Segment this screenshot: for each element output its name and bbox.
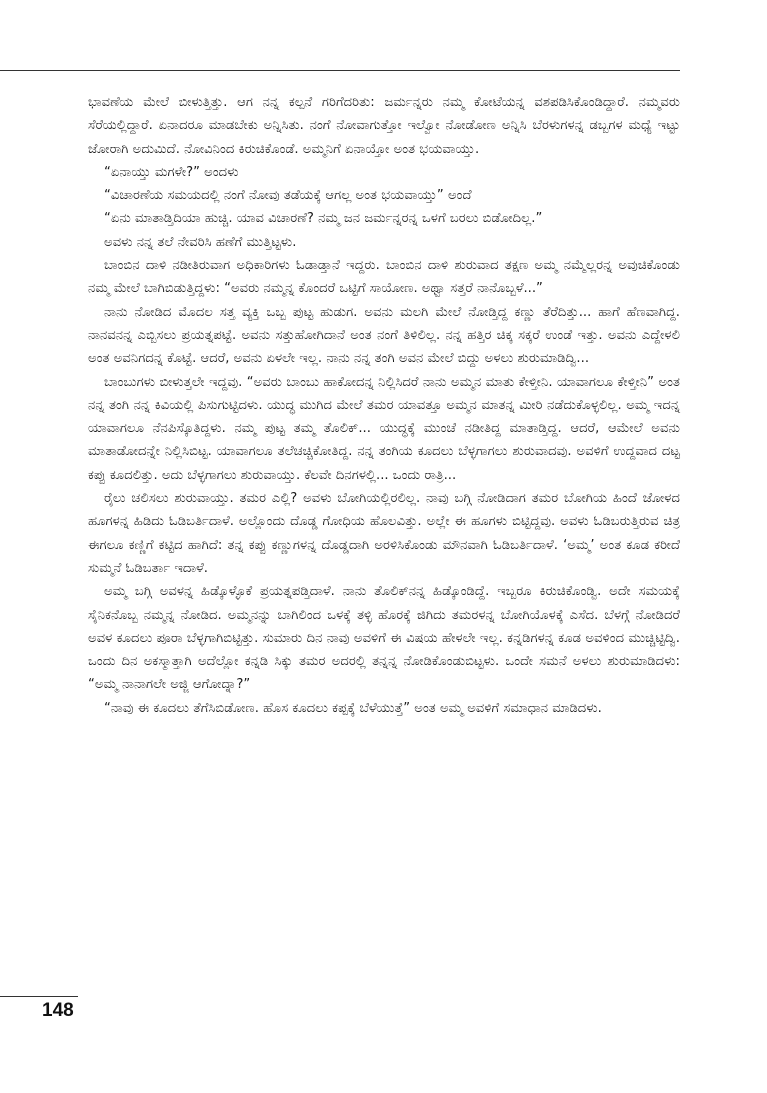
paragraph-3: “ವಿಚಾರಣೆಯ ಸಮಯದಲ್ಲಿ ನಂಗೆ ನೋವು ತಡೆಯಕ್ಕೆ ಆಗಲ್ಲ ಅಂತ ಭಯವಾಯ್ತು” ಅಂದೆ xyxy=(104,188,472,204)
paragraph-5: ಅವಳು ನನ್ನ ತಲೆ ನೇವರಿಸಿ ಹಣೆಗೆ ಮುತ್ತಿಟ್ಟಳು. xyxy=(104,234,297,250)
paragraph-4: “ಏನು ಮಾತಾಡ್ತಿದಿಯಾ ಹುಚ್ಚಿ. ಯಾವ ವಿಚಾರಣೆ? ನಮ್ಮ ಜನ ಜರ್ಮನ್ನರನ್ನ ಒಳಗೆ ಬರಲು ಬಿಡೋದಿಲ್ಲ.” xyxy=(104,211,543,227)
paragraph-2: “ಏನಾಯ್ತು ಮಗಳೇ?” ಅಂದಳು xyxy=(104,164,239,180)
page-number: 148 xyxy=(42,1000,74,1021)
paragraph-6: ಬಾಂಬಿನ ದಾಳಿ ನಡೀತಿರುವಾಗ ಅಧಿಕಾರಿಗಳು ಓಡಾಡ್ತಾನೆ ಇದ್ದರು. ಬಾಂಬಿನ ದಾಳಿ ಶುರುವಾದ ತಕ್ಷಣ ಅಮ್ಮ ನಮ್ಮೆಲ್ಲರನ್ನ ಅವುಚಿಕೊಂಡು ನಮ್ಮ ಮೇಲೆ ಬಾಗಿಬಿಡುತ್ತಿದ್ದಳು: “ಅವರು ನಮ್ಮನ್ನ ಕೊಂದರೆ ಒಟ್ಟಿಗೆ ಸಾಯೋಣ. ಅಥ್ವಾ ಸತ್ತರೆ ನಾನೊಬ್ಬಳೆ...” xyxy=(88,258,680,297)
paragraph-7: ನಾನು ನೋಡಿದ ಮೊದಲ ಸತ್ತ ವ್ಯಕ್ತಿ ಒಬ್ಬ ಪುಟ್ಟ ಹುಡುಗ. ಅವನು ಮಲಗಿ ಮೇಲೆ ನೋಡ್ತಿದ್ದ ಕಣ್ಣು ತೆರೆದಿತ್ತು... ಹಾಗೆ ಹೆಣವಾಗಿದ್ದ. ನಾನವನನ್ನ ಎಬ್ಬಿಸಲು ಪ್ರಯತ್ನಪಟ್ಟೆ. ಅವನು ಸತ್ತುಹೋಗಿದಾನೆ ಅಂತ ನಂಗೆ ತಿಳಿಲಿಲ್ಲ. ನನ್ನ ಹತ್ತಿರ ಚಿಕ್ಕ ಸಕ್ಕರೆ ಉಂಡೆ ಇತ್ತು. ಅವನು ಎದ್ದೇಳಲಿ ಅಂತ ಅವನಿಗದನ್ನ ಕೊಟ್ಟೆ. ಆದರೆ, ಅವನು ಏಳಲೇ ಇಲ್ಲ. ನಾನು ನನ್ನ ತಂಗಿ ಅವನ ಮೇಲೆ ಬಿದ್ದು ಅಳಲು ಶುರುಮಾಡಿದ್ವಿ... xyxy=(88,304,680,367)
top-rule xyxy=(0,70,680,71)
paragraph-11: “ನಾವು ಈ ಕೂದಲು ತೆಗೆಸಿಬಿಡೋಣ. ಹೊಸ ಕೂದಲು ಕಪ್ಪಕ್ಕೆ ಬೆಳೆಯುತ್ತೆ” ಅಂತ ಅಮ್ಮ ಅವಳಿಗೆ ಸಮಾಧಾನ ಮಾಡಿದಳು. xyxy=(104,700,602,716)
paragraph-8: ಬಾಂಬುಗಳು ಬೀಳುತ್ತಲೇ ಇದ್ದವು. “ಅವರು ಬಾಂಬು ಹಾಕೋದನ್ನ ನಿಲ್ಲಿಸಿದರೆ ನಾನು ಅಮ್ಮನ ಮಾತು ಕೇಳ್ತೀನಿ. ಯಾವಾಗಲೂ ಕೇಳ್ತೀನಿ” ಅಂತ ನನ್ನ ತಂಗಿ ನನ್ನ ಕಿವಿಯಲ್ಲಿ ಪಿಸುಗುಟ್ಟಿದಳು. ಯುದ್ಧ ಮುಗಿದ ಮೇಲೆ ತಮರ ಯಾವತ್ತೂ ಅಮ್ಮನ ಮಾತನ್ನ ಮೀರಿ ನಡೆದುಕೊಳ್ಳಲಿಲ್ಲ. ಅಮ್ಮ ಇದನ್ನ ಯಾವಾಗಲೂ ನೆನಪಿಸ್ಕೊತಿದ್ದಳು. ನಮ್ಮ ಪುಟ್ಟ ತಮ್ಮ ತೊಲಿಕ್... ಯುದ್ಧಕ್ಕೆ ಮುಂಚೆ ನಡೀತಿದ್ದ ಮಾತಾಡ್ತಿದ್ದ. ಆದರೆ, ಆಮೇಲೆ ಅವನು ಮಾತಾಡೋದನ್ನೇ ನಿಲ್ಲಿಸಿಬಿಟ್ಟ. ಯಾವಾಗಲೂ ತಲೆಚಚ್ಚಿಕೋತಿದ್ದ. ನನ್ನ ತಂಗಿಯ ಕೂದಲು ಬೆಳ್ಳಗಾಗಲು ಶುರುವಾದವು. ಅವಳಿಗೆ ಉದ್ದವಾದ ದಟ್ಟ ಕಪ್ಪು ಕೂದಲಿತ್ತು. ಅದು ಬೆಳ್ಳಗಾಗಲು ಶುರುವಾಯ್ತು. ಕೆಲವೇ ದಿನಗಳಲ್ಲಿ... ಒಂದು ರಾತ್ರಿ... xyxy=(88,374,680,483)
page-body-text xyxy=(88,91,680,720)
footer-rule xyxy=(0,996,78,997)
paragraph-9: ರೈಲು ಚಲಿಸಲು ಶುರುವಾಯ್ತು. ತಮರ ಎಲ್ಲಿ? ಅವಳು ಬೋಗಿಯಲ್ಲಿರಲಿಲ್ಲ. ನಾವು ಬಗ್ಗಿ ನೋಡಿದಾಗ ತಮರ ಬೋಗಿಯ ಹಿಂದೆ ಜೋಳದ ಹೂಗಳನ್ನ ಹಿಡಿದು ಓಡಿಬರ್ತಿದಾಳೆ. ಅಲ್ಲೊಂದು ದೊಡ್ಡ ಗೋಧಿಯ ಹೊಲವಿತ್ತು. ಅಲ್ಲೇ ಈ ಹೂಗಳು ಬಿಟ್ಟಿದ್ದವು. ಅವಳು ಓಡಿಬರುತ್ತಿರುವ ಚಿತ್ರ ಈಗಲೂ ಕಣ್ಣಿಗೆ ಕಟ್ಟಿದ ಹಾಗಿದೆ: ತನ್ನ ಕಪ್ಪು ಕಣ್ಣುಗಳನ್ನ ದೊಡ್ಡದಾಗಿ ಅರಳಿಸಿಕೊಂಡು ಮೌನವಾಗಿ ಓಡಿಬರ್ತಿದಾಳೆ. ‘ಅಮ್ಮ’ ಅಂತ ಕೂಡ ಕರೀದೆ ಸುಮ್ಮನೆ ಓಡಿಬರ್ತಾ ಇದಾಳೆ. xyxy=(88,491,680,576)
paragraph-10: ಅಮ್ಮ ಬಗ್ಗಿ ಅವಳನ್ನ ಹಿಡ್ಕೊಳ್ಳೊಕೆ ಪ್ರಯತ್ನಪಡ್ತಿದಾಳೆ. ನಾನು ತೊಲಿಕ್‌ನನ್ನ ಹಿಡ್ಕೊಂಡಿದ್ದೆ. ಇಬ್ಬರೂ ಕಿರುಚಿಕೊಂಡ್ವಿ. ಅದೇ ಸಮಯಕ್ಕೆ ಸೈನಿಕನೊಬ್ಬ ನಮ್ಮನ್ನ ನೋಡಿದ. ಅಮ್ಮನನ್ನು ಬಾಗಿಲಿಂದ ಒಳಕ್ಕೆ ತಳ್ಳಿ ಹೊರಕ್ಕೆ ಜಿಗಿದು ತಮರಳನ್ನ ಬೋಗಿಯೊಳಕ್ಕೆ ಎಸೆದ. ಬೆಳಗ್ಗೆ ನೋಡಿದರೆ ಅವಳ ಕೂದಲು ಪೂರಾ ಬೆಳ್ಳಗಾಗಿಬಿಟ್ಟಿತ್ತು. ಸುಮಾರು ದಿನ ನಾವು ಅವಳಿಗೆ ಈ ವಿಷಯ ಹೇಳಲೇ ಇಲ್ಲ. ಕನ್ನಡಿಗಳನ್ನ ಕೂಡ ಅವಳಿಂದ ಮುಚ್ಚಿಟ್ಟಿದ್ವಿ. ಒಂದು ದಿನ ಅಕಸ್ಮಾತ್ತಾಗಿ ಅದೆಲ್ಲೋ ಕನ್ನಡಿ ಸಿಕ್ಕು ತಮರ ಅದರಲ್ಲಿ ತನ್ನನ್ನ ನೋಡಿಕೊಂಡುಬಿಟ್ಟಳು. ಒಂದೇ ಸಮನೆ ಅಳಲು ಶುರುಮಾಡಿದಳು: “ಅಮ್ಮ ನಾನಾಗಲೇ ಅಜ್ಜಿ ಆಗೋದ್ನಾ?” xyxy=(88,584,680,693)
paragraph-1: ಭಾವಣೆಯ ಮೇಲೆ ಬೀಳುತ್ತಿತ್ತು. ಆಗ ನನ್ನ ಕಲ್ಪನೆ ಗರಿಗೆದರಿತು: ಜರ್ಮನ್ನರು ನಮ್ಮ ಕೋಟೆಯನ್ನ ವಶಪಡಿಸಿಕೊಂಡಿದ್ದಾರೆ. ನಮ್ಮವರು ಸೆರೆಯಲ್ಲಿದ್ದಾರೆ. ಏನಾದರೂ ಮಾಡಬೇಕು ಅನ್ನಿಸಿತು. ನಂಗೆ ನೋವಾಗುತ್ತೋ ಇಲ್ವೋ ನೋಡೋಣ ಅನ್ನಿಸಿ ಬೆರಳುಗಳನ್ನ ಡಬ್ಬಗಳ ಮಧ್ಯೆ ಇಟ್ಟು ಜೋರಾಗಿ ಅದುಮಿದೆ. ನೋವಿನಿಂದ ಕಿರುಚಿಕೊಂಡೆ. ಅಮ್ಮನಿಗೆ ಏನಾಯ್ತೋ ಅಂತ ಭಯವಾಯ್ತು. xyxy=(88,95,680,157)
